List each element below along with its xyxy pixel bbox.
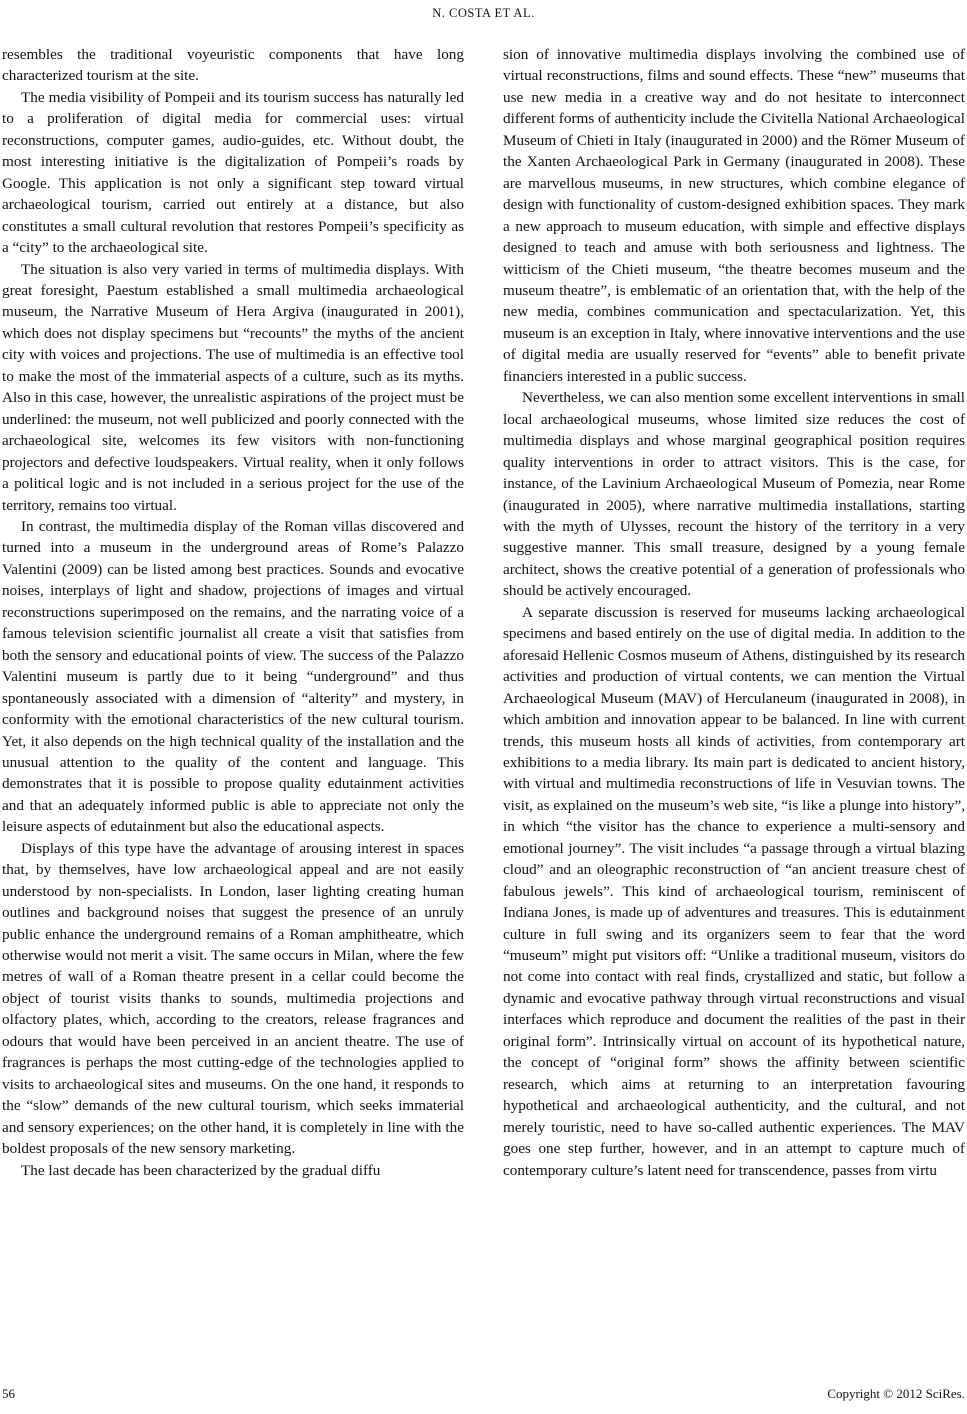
left-column	[2, 44, 464, 1181]
copyright-notice: Copyright © 2012 SciRes.	[827, 1386, 965, 1401]
running-head: N. COSTA ET AL.	[432, 6, 535, 20]
paragraph: Nevertheless, we can also mention some excellent interventions in small local archaeological museums, whose limited size reduces the cost of multimedia displays and whose marginal geographical position requires quality interventions in order to attract visitors. This is the case, for instance, of the Lavinium Archaeological Museum of Pomezia, near Rome (inaugurated in 2005), where narrative multimedia installations, starting with the myth of Ulysses, recount the history of the territory in a very suggestive manner. This small treasure, designed by a young female architect, shows the creative potential of a generation of professionals who should be actively encouraged.	[503, 389, 965, 600]
paragraph: In contrast, the multimedia display of the Roman villas discovered and turned into a museum in the underground areas of Rome’s Palazzo Valentini (2009) can be listed among best practices. Sounds and evocative noises, interplays of light and shadow, projections of images and virtual reconstructions superimposed on the remains, and the narrating voice of a famous television scientific journalist all create a visit that satisfies from both the sensory and educational points of view. The success of the Palazzo Valentini museum is partly due to it being “underground” and thus spontaneously associated with a dimension of “alterity” and mystery, in conformity with the emotional characteristics of the new cultural tourism. Yet, it also depends on the high technical quality of the installation and the unusual attention to the quality of the content and language. This demonstrates that it is possible to propose quality edutainment activities and that an adequately informed public is able to appreciate not only the leisure aspects of edutainment but also the educational aspects.	[2, 517, 464, 836]
paragraph: resembles the traditional voyeuristic components that have long characterized tourism at the site.	[2, 46, 464, 85]
paragraph: The situation is also very varied in terms of multimedia displays. With great foresight, Paestum established a small multimedia archaeological museum, the Narrative Museum of Hera Argiva (inaugurated in 2001), which does not display specimens but “recounts” the myths of the ancient city with voices and projections. The use of multimedia is an effective tool to make the most of the immaterial aspects of a culture, such as its myths. Also in this case, however, the unrealistic aspirations of the project must be underlined: the museum, not well publicized and poorly connected with the archaeological site, welcomes its few visitors with non-functioning projectors and defective loudspeakers. Virtual reality, when it only follows a political logic and is not included in a serious project for the use of the territory, remains too virtual.	[2, 260, 464, 514]
paragraph: A separate discussion is reserved for museums lacking archaeological specimens and based entirely on the use of digital media. In addition to the aforesaid Hellenic Cosmos museum of Athens, distinguished by its research activities and production of virtual contents, we can mention the Virtual Archaeological Museum (MAV) of Herculaneum (inaugurated in 2008), in which ambition and innovation appear to be balanced. In line with current trends, this museum hosts all kinds of activities, from contemporary art exhibitions to a media library. Its main part is dedicated to ancient history, with virtual and multimedia reconstructions of life in Vesuvian towns. The visit, as explained on the museum’s web site, “is like a plunge into history”, in which “the visitor has the chance to experience a multi-sensory and emotional journey”. The visit includes “a passage through a virtual blazing cloud” and an oleographic reconstruction of “an ancient treasure chest of fabulous jewels”. This kind of archaeological tourism, reminiscent of Indiana Jones, is made up of adventures and treasures. This is edutainment culture in full swing and its organizers seem to fear that the word “museum” might put visitors off: “Unlike a traditional museum, visitors do not come into contact with real finds, crystallized and static, but follow a dynamic and evocative pathway through virtual reconstructions and visual interfaces which reproduce and document the realities of the past in their original form”. Intrinsically virtual on account of its hypothetical nature, the concept of “original form” shows the affinity between scientific research, which aims at returning to an interpretation favouring hypothetical and archaeological authenticity, and the cultural, and not merely touristic, need to have so-called authentic experiences. The MAV goes one step further, however, and in an attempt to capture much of contemporary culture’s latent need for transcendence, passes from virtu	[503, 603, 965, 1179]
paragraph: The last decade has been characterized by the gradual diffu	[21, 1161, 381, 1179]
page-number: 56	[2, 1386, 15, 1401]
paragraph: The media visibility of Pompeii and its tourism success has naturally led to a proliferation of digital media for commercial uses: virtual reconstructions, computer games, audio-guides, etc. Without doubt, the most interesting initiative is the digitalization of Pompeii’s roads by Google. This application is not only a significant step toward virtual archaeological tourism, carried out entirely at a distance, but also constitutes a small cultural revolution that restores Pompeii’s specificity as a “city” to the archaeological site.	[2, 88, 464, 257]
paragraph: Displays of this type have the advantage of arousing interest in spaces that, by themselves, have low archaeological appeal and are not easily understood by non-specialists. In London, laser lighting creating human outlines and background noises that suggest the presence of an unruly public enhance the underground remains of a Roman amphitheatre, which otherwise would not merit a visit. The same occurs in Milan, where the few metres of wall of a Roman theatre present in a cellar could become the object of tourist visits thanks to sounds, multimedia projections and olfactory plates, which, according to the creators, release fragrances and odours that would have been perceived in an ancient theatre. The use of fragrances is perhaps the most cutting-edge of the technologies applied to visits to archaeological sites and museums. On the one hand, it responds to the “slow” demands of the new cultural tourism, which seeks immaterial and sensory experiences; on the other hand, it is completely in line with the boldest proposals of the new sensory marketing.	[2, 839, 464, 1158]
paragraph: sion of innovative multimedia displays involving the combined use of virtual reconstructions, films and sound effects. These “new” museums that use new media in a creative way and do not hesitate to interconnect different forms of authenticity include the Civitella National Archaeological Museum of Chieti in Italy (inaugurated in 2000) and the Römer Museum of the Xanten Archaeological Park in Germany (inaugurated in 2008). These are marvellous museums, in new structures, which combine elegance of design with functionality of custom-designed exhibition spaces. They mark a new approach to museum education, with simple and effective displays designed to teach and amuse with both seriousness and lightness. The witticism of the Chieti museum, “the theatre becomes museum and the museum theatre”, is emblematic of an orientation that, with the help of the new media, combines communication and spectacularization. Yet, this museum is an exception in Italy, where innovative interventions and the use of digital media are usually reserved for “events” able to benefit private financiers interested in a public success.	[503, 46, 965, 385]
right-column	[503, 44, 965, 1181]
